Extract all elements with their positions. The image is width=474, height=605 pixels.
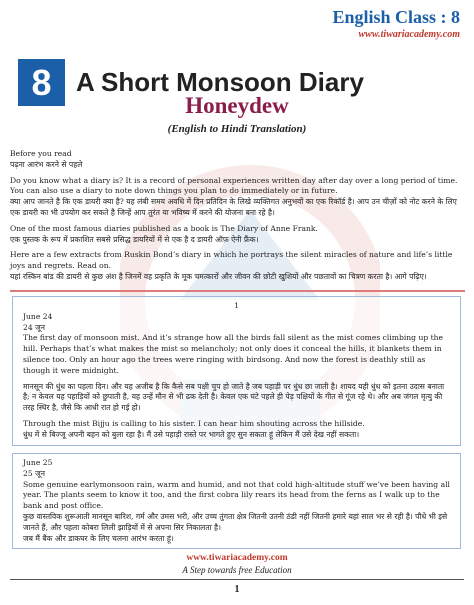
diary-entry-june-24 bbox=[12, 296, 461, 446]
entry-para-1-hi: मानसून की धुंध का पहला दिन। और यह अजीब है कि कैसे सब पक्षी चुप हो जाते है जब पहाड़ी पर धुंध छा जाती है। शायद यही धुंध को इतना उदास बनाता है; न केवल यह पहाड़ियों को छुपाती है, यह उन्हें मौन से भी ढक देती है। केवल एक घंटे पहले ही पेड़ पक्षियों के गीत से गूंज रहे थे। और अब जंगल मृत्यु की तरह स्थिर है, जैसे कि आधी रात हो गई हो। bbox=[23, 381, 445, 413]
entry-marker: 1 bbox=[234, 301, 239, 310]
class-label: English Class : 8 bbox=[332, 7, 460, 27]
intro-para-1-en: Do you know what a diary is? It is a record of personal experiences written day after day over a long period of time. You can also use a diary to note down things you plan to do immediately or in future. bbox=[10, 175, 458, 196]
entry-para-1-en: The first day of monsoon mist. And it’s strange how all the birds fall silent as the mist comes climbing up the hill. Perhaps that’s what makes the mist so melancholy; not only does it conceal the hills, it blankets them in silence too. Only an hour ago the trees were ringing with birdsong. And now the forest is deathly still as though it were midnight. bbox=[23, 333, 444, 375]
entry-date-hi: 25 जून bbox=[23, 468, 45, 478]
chapter-number-badge: 8 bbox=[18, 59, 65, 106]
diary-entry-june-25 bbox=[12, 453, 461, 549]
footer-tagline: A Step towards free Education bbox=[182, 565, 292, 575]
entry-date-en: June 24 bbox=[23, 311, 53, 321]
chapter-title: A Short Monsoon Diary bbox=[76, 67, 364, 97]
entry-para-1-hi: कुछ वास्तविक शुरूआती मानसून बारिश, गर्म और उमस भरी, और उच्च तुंगता क्षेत्र जितनी उतनी ठंडी नहीं जितनी हमारे यहां साल भर से रही है। पौधे भी इसे जानते हैं, और पहला कोबरा लिली झाड़ियों में से अपना सिर निकालता है। bbox=[23, 511, 448, 532]
intro-para-2-hi: एक पुस्तक के रूप में प्रकाशित सबसे प्रसिद्ध डायरियों में से एक है द डायरी ऑफ़ ऐनी फ्रैंक। bbox=[10, 234, 259, 244]
entry-date-en: June 25 bbox=[23, 458, 53, 467]
intro-para-3-en: Here are a few extracts from Ruskin Bond’s diary in which he portrays the silent miracles of nature and life’s little joys and regrets. Read on. bbox=[10, 250, 453, 271]
before-read-hi: पढ़ना आरंभ करने से पहले bbox=[10, 159, 83, 169]
section-divider bbox=[10, 290, 465, 292]
entry-para-2-hi: धुंध में से बिज्जू अपनी बहन को बुला रहा है। मैं उसे पहाड़ी रास्ते पर भागते हुए सुन सकता हूं लेकिन मैं उसे देख नहीं सकता। bbox=[23, 429, 360, 439]
intro-para-2-en: One of the most famous diaries published as a book is The Diary of Anne Frank. bbox=[10, 223, 318, 233]
entry-para-2-en: Through the mist Bijju is calling to his sister. I can hear him shouting across the hillside. bbox=[23, 418, 365, 428]
entry-para-1-en: Some genuine earlymonsoon rain, warm and humid, and not that cold high-altitude stuff we’ve been having all year. The plants seem to know it too, and the first cobra lily rears its head from the ferns as I walk up to the bank and post office. bbox=[23, 479, 450, 511]
intro-section bbox=[10, 149, 465, 288]
footer-site-link[interactable]: www.tiwariacademy.com bbox=[186, 553, 288, 563]
book-name: Honeydew bbox=[185, 93, 289, 118]
before-read-en: Before you read bbox=[10, 149, 72, 158]
intro-para-1-hi: क्या आप जानते है कि एक डायरी क्या है? यह लंबी समय अवधि में दिन प्रतिदिन के लिखे व्यक्तिगत अनुभवों का एक रिकॉर्ड है। आप उन चीज़ों को नोट करने के लिए एक डायरी का भी उपयोग कर सकते है जिन्हें आप तुरंत या भविष्य में करने की योजना बना रहे है। bbox=[10, 197, 457, 217]
entry-date-hi: 24 जून bbox=[23, 322, 45, 332]
intro-para-3-hi: यहां रस्किन बांड की डायरी से कुछ अंश है जिनमें वह प्रकृति के मूक चमत्कारों और जीवन की छोटी खुशियों और पछतावों का चित्रण करता है। आगे पढ़िए। bbox=[10, 271, 427, 281]
translation-note: (English to Hindi Translation) bbox=[167, 123, 307, 135]
entry-para-1-hi-end: जब मैं बैंक और डाकघर के लिए चलना आरंभ करता हूं। bbox=[23, 533, 174, 543]
header-site-link[interactable]: www.tiwariacademy.com bbox=[358, 29, 460, 40]
page-number: 1 bbox=[234, 584, 240, 595]
footer-divider bbox=[10, 579, 464, 580]
